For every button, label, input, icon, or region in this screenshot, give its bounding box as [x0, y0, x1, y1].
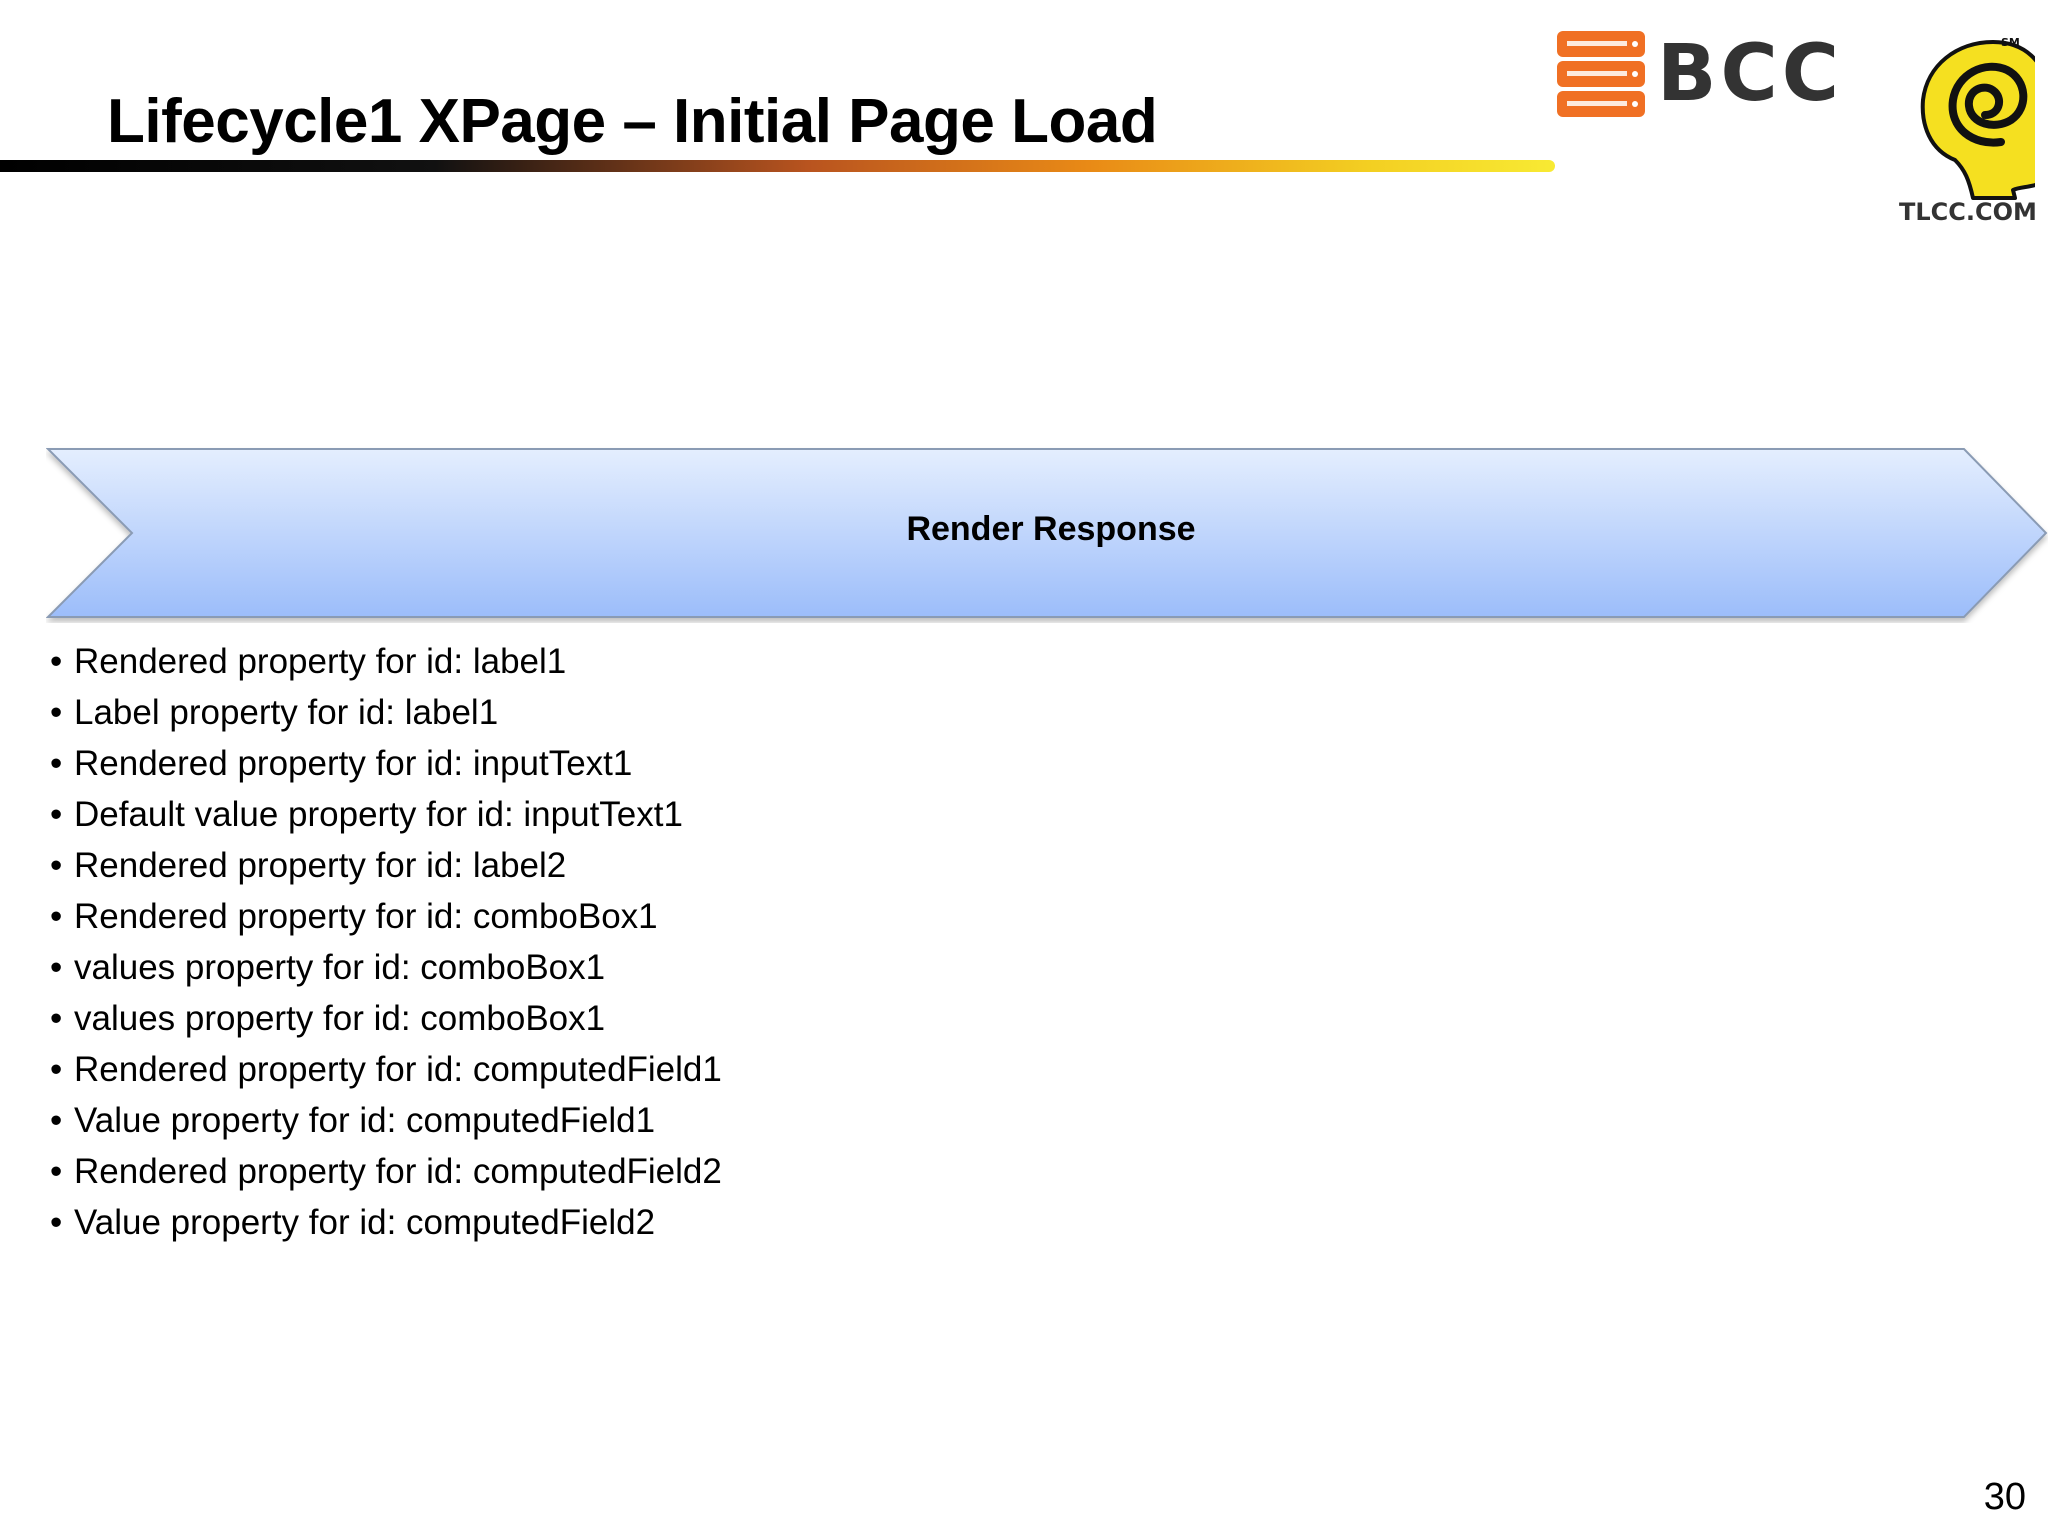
- bullet-icon: •: [50, 948, 63, 987]
- list-item-text: Value property for id: computedField1: [74, 1101, 656, 1140]
- tlcc-head-icon: [1923, 42, 2035, 198]
- list-item-text: Label property for id: label1: [74, 693, 499, 732]
- list-item: [50, 1146, 722, 1197]
- list-item-text: Rendered property for id: label1: [74, 642, 567, 681]
- list-item: [50, 942, 722, 993]
- bullet-icon: •: [50, 1152, 63, 1191]
- list-item-text: values property for id: comboBox1: [74, 948, 606, 987]
- service-mark-text: SM: [2001, 36, 2020, 49]
- bullet-icon: •: [50, 693, 63, 732]
- bullet-icon: •: [50, 642, 63, 681]
- title-underline: [0, 160, 1555, 172]
- bullet-icon: •: [50, 1101, 63, 1140]
- list-item-text: Rendered property for id: computedField2: [74, 1152, 722, 1191]
- list-item: [50, 1044, 722, 1095]
- list-item-text: Rendered property for id: inputText1: [74, 744, 633, 783]
- bullet-icon: •: [50, 1050, 63, 1089]
- bullet-icon: •: [50, 795, 63, 834]
- logo-graphic: [1555, 20, 2035, 240]
- bcc-logo-text: BCC: [1657, 29, 1843, 119]
- list-item-text: Rendered property for id: computedField1: [74, 1050, 722, 1089]
- list-item: [50, 840, 722, 891]
- list-item: [50, 738, 722, 789]
- list-item: [50, 636, 722, 687]
- event-list: [50, 636, 722, 1248]
- page-number: 30: [1983, 1476, 2026, 1518]
- bullet-icon: •: [50, 744, 63, 783]
- list-item-text: values property for id: comboBox1: [74, 999, 606, 1038]
- bullet-icon: •: [50, 1203, 63, 1242]
- list-item-text: Rendered property for id: label2: [74, 846, 567, 885]
- bullet-icon: •: [50, 846, 63, 885]
- list-item: [50, 1197, 722, 1248]
- list-item: [50, 1095, 722, 1146]
- bcc-server-icon: [1557, 31, 1645, 117]
- phase-label: Render Response: [906, 510, 1196, 548]
- list-item-text: Rendered property for id: comboBox1: [74, 897, 658, 936]
- bullet-icon: •: [50, 999, 63, 1038]
- list-item-text: Value property for id: computedField2: [74, 1203, 656, 1242]
- tlcc-site-text: TLCC.COM: [1899, 198, 2035, 226]
- list-item: [50, 687, 722, 738]
- bcc-tlcc-logo: [1555, 20, 2035, 240]
- bullet-icon: •: [50, 897, 63, 936]
- slide-title: Lifecycle1 XPage – Initial Page Load: [107, 87, 1158, 156]
- list-item: [50, 789, 722, 840]
- list-item: [50, 993, 722, 1044]
- list-item: [50, 891, 722, 942]
- list-item-text: Default value property for id: inputText1: [74, 795, 683, 834]
